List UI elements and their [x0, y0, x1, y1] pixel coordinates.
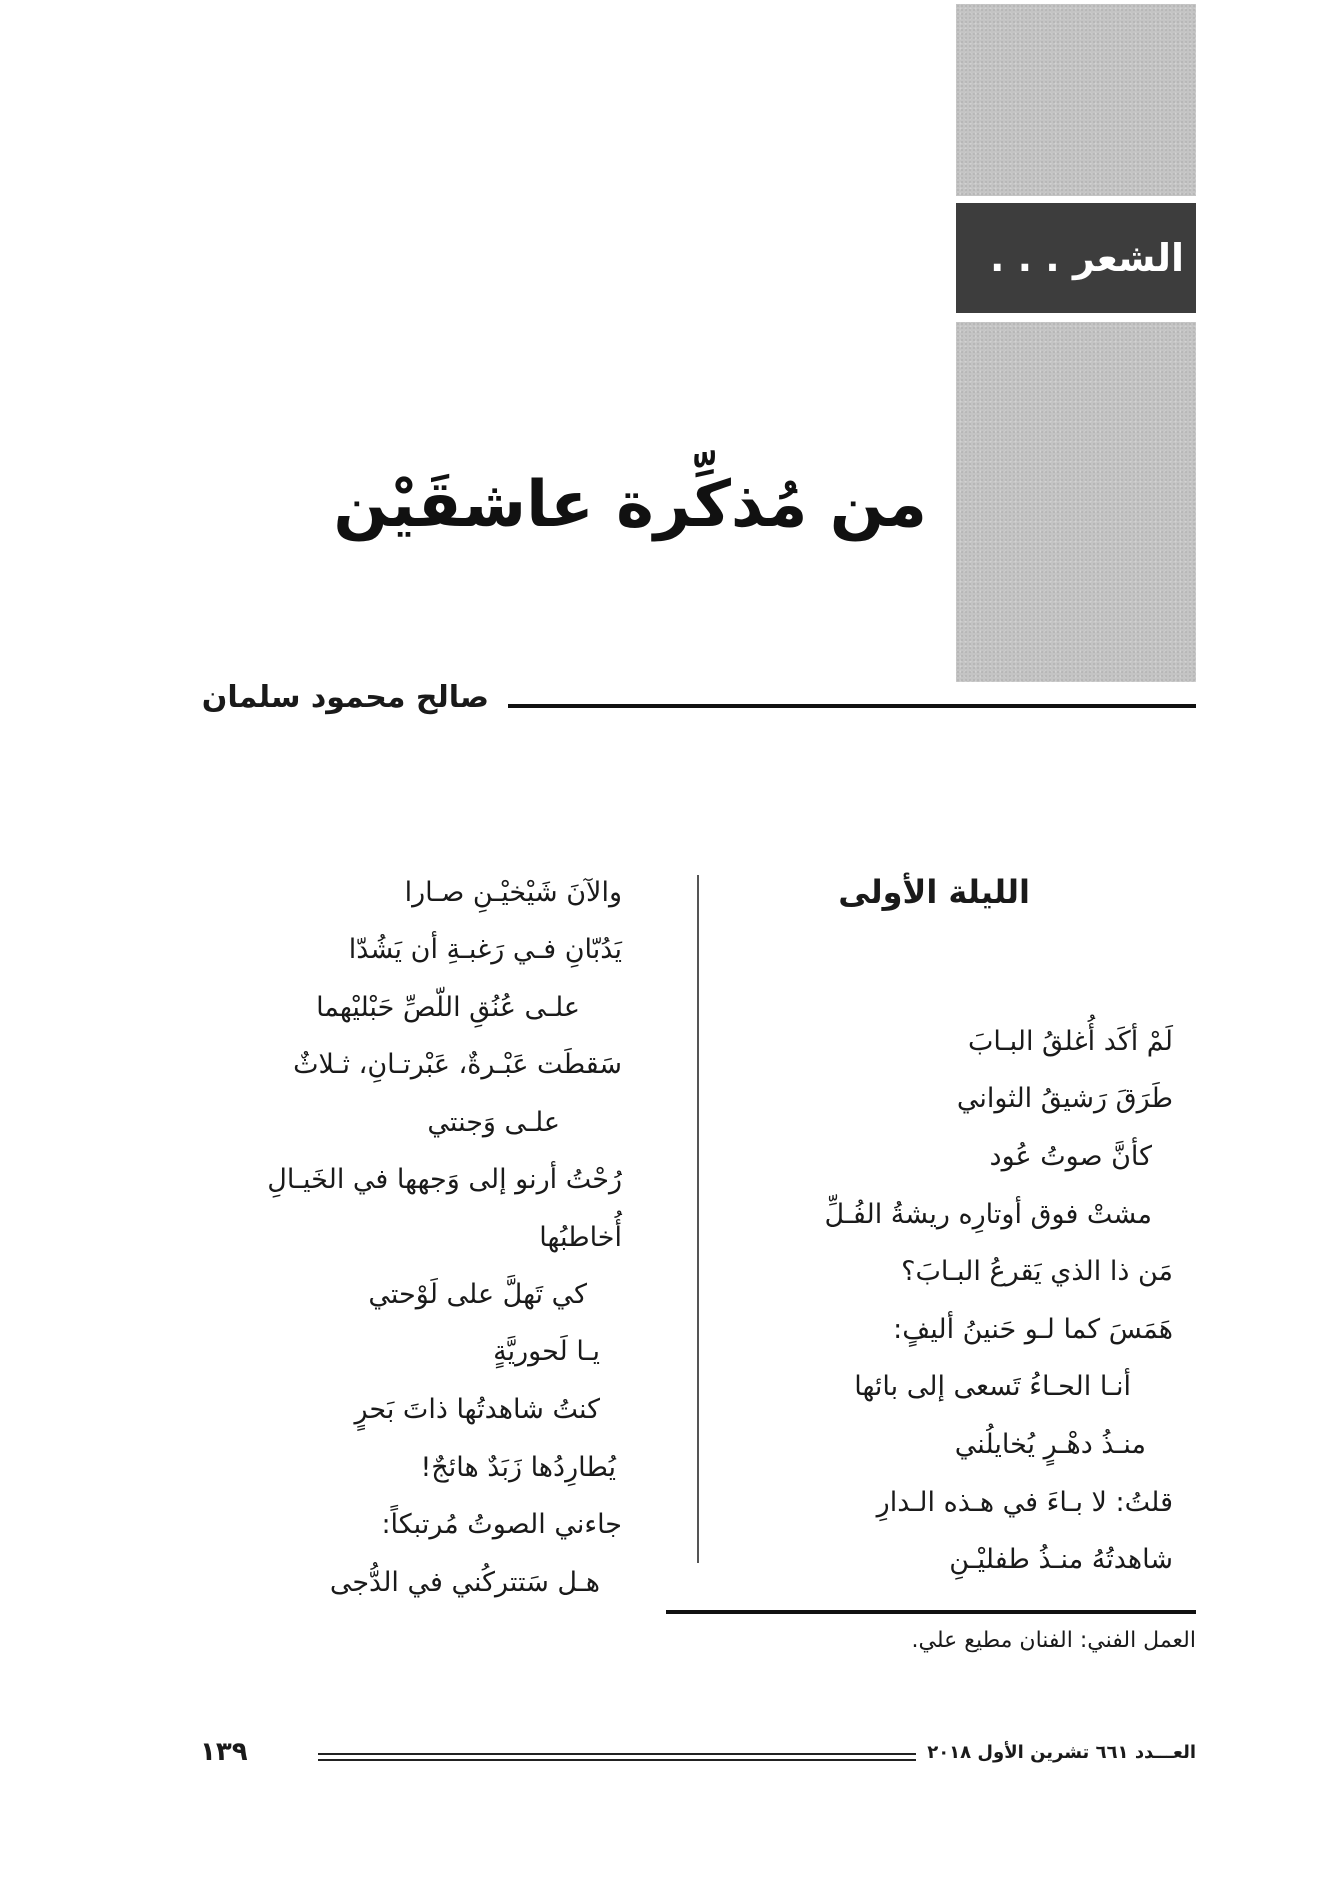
decorative-gray-block-top	[956, 4, 1196, 196]
verse-line: أُخاطبُها	[539, 1222, 622, 1253]
verse-line: هـل سَتتركُني في الدُّجى	[329, 1567, 600, 1598]
verse-line: شاهدتُهُ منـذُ طفليْـنِ	[949, 1544, 1173, 1575]
poem-title: من مُذكِّرة عاشقَيْن	[333, 468, 927, 542]
verse-line: يُطارِدُها زَبَدٌ هائجٌ!	[420, 1452, 616, 1483]
verse-line: قلتُ: لا بـاءَ في هـذه الـدارِ	[876, 1487, 1173, 1518]
verse-line: يـا لَحوريَّةٍ	[493, 1336, 600, 1367]
verse-line: كأنَّ صوتُ عُود	[989, 1141, 1152, 1172]
verse-line: علـى وَجنتي	[427, 1107, 560, 1138]
verse-line: جاءني الصوتُ مُرتبكاً:	[381, 1509, 622, 1540]
bottom-rule	[666, 1610, 1196, 1614]
verse-line: مَن ذا الذي يَقرعُ البـابَ؟	[901, 1256, 1173, 1287]
verse-line: كنتُ شاهدتُها ذاتَ بَحرٍ	[354, 1394, 600, 1425]
decorative-gray-block-bottom	[956, 322, 1196, 682]
column-divider	[697, 875, 699, 1563]
section-label: الشعر . . .	[989, 236, 1184, 280]
verse-line: والآنَ شَيْخيْـنِ صـارا	[404, 877, 622, 908]
verse-line: رُحْتُ أرنو إلى وَجهها في الخَيـالِ	[267, 1164, 622, 1195]
verse-line: مشتْ فوق أوتارِه ريشةُ الفُـلِّ	[824, 1199, 1152, 1230]
verse-line: سَقطَت عَبْـرةٌ، عَبْرتـانِ، ثـلاثٌ	[293, 1049, 622, 1080]
verse-line: منـذُ دهْـرٍ يُخايلُني	[954, 1429, 1146, 1460]
author-rule	[508, 704, 1196, 708]
page-number: ١٣٩	[200, 1737, 248, 1767]
verse-line: هَمَسَ كما لـو حَنينُ أليفٍ:	[893, 1314, 1173, 1345]
verse-line: علـى عُنُقِ اللّصِّ حَبْليْهما	[316, 992, 580, 1023]
verse-line: كي تَهلَّ على لَوْحتي	[368, 1279, 587, 1310]
footer-issue: العـــدد ٦٦١ تشرين الأول ٢٠١٨	[927, 1742, 1196, 1763]
verse-line: أنـا الحـاءُ تَسعى إلى بائها	[854, 1371, 1131, 1402]
section-band	[956, 203, 1196, 313]
art-credit: العمل الفني: الفنان مطيع علي.	[911, 1628, 1196, 1653]
poem-author: صالح محمود سلمان	[201, 680, 489, 715]
footer-rule	[318, 1759, 916, 1761]
footer-rule	[318, 1753, 916, 1755]
verse-line: لَمْ أكَد أُغلقُ البـابَ	[968, 1026, 1173, 1057]
verse-line: يَدُبّانِ فـي رَغبـةِ أن يَشُدّا	[348, 934, 622, 965]
verse-line: طَرَقَ رَشيقُ الثواني	[956, 1083, 1173, 1114]
poem-subheading: الليلة الأولى	[838, 873, 1030, 911]
